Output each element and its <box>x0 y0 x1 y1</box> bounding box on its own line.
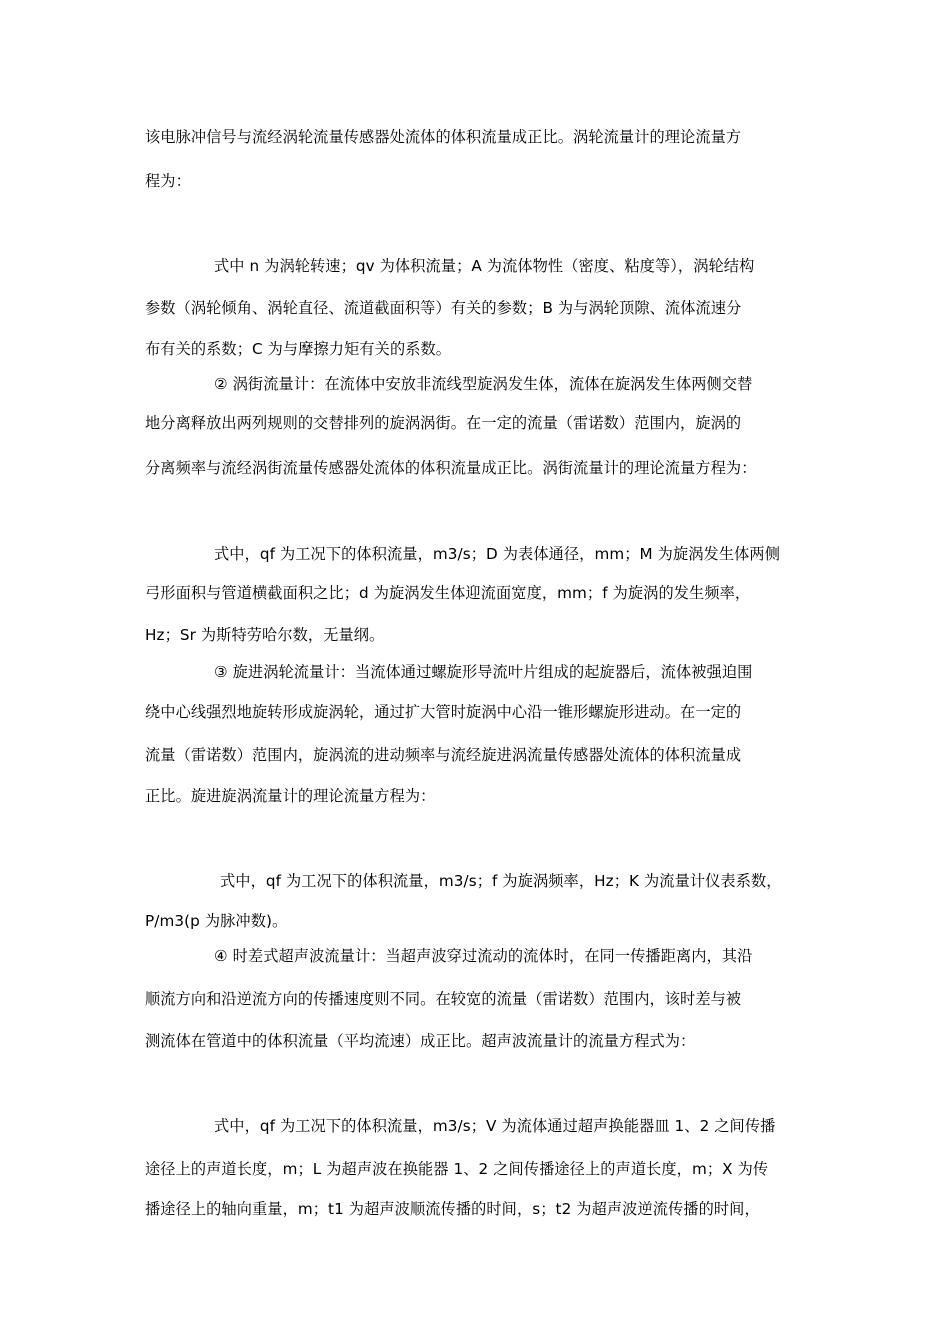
text-line-15: 正比。旋进旋涡流量计的理论流量方程为： <box>145 787 436 805</box>
text-line-22: 途径上的声道长度，m；L 为超声波在换能器 1、2 之间传播途径上的声道长度，m；X 为传 <box>145 1160 769 1178</box>
text-line-3: 式中 n 为涡轮转速；qv 为体积流量；A 为流体物性（密度、粘度等），涡轮结构 <box>214 257 755 275</box>
text-line-8: 分离频率与流经涡街流量传感器处流体的体积流量成正比。涡街流量计的理论流量方程为： <box>145 459 757 477</box>
text-line-16: 式中，qf 为工况下的体积流量，m3/s；f 为旋涡频率，Hz；K 为流量计仪表系数， <box>220 872 782 890</box>
text-line-5: 布有关的系数；C 为与摩擦力矩有关的系数。 <box>145 340 452 358</box>
text-line-1: 该电脉冲信号与流经涡轮流量传感器处流体的体积流量成正比。涡轮流量计的理论流量方 <box>145 128 742 146</box>
text-line-11: Hz；Sr 为斯特劳哈尔数，无量纲。 <box>145 626 385 644</box>
text-line-4: 参数（涡轮倾角、涡轮直径、流道截面积等）有关的参数；B 为与涡轮顶隙、流体流速分 <box>145 299 742 317</box>
text-line-19: 顺流方向和沿逆流方向的传播速度则不同。在较宽的流量（雷诺数）范围内，该时差与被 <box>145 990 742 1008</box>
text-line-6: ② 涡街流量计：在流体中安放非流线型旋涡发生体，流体在旋涡发生体两侧交替 <box>214 375 753 393</box>
text-line-10: 弓形面积与管道横截面积之比；d 为旋涡发生体迎流面宽度，mm；f 为旋涡的发生频率， <box>145 584 751 602</box>
text-line-18: ④ 时差式超声波流量计：当超声波穿过流动的流体时，在同一传播距离内，其沿 <box>214 947 753 965</box>
text-line-13: 绕中心线强烈地旋转形成旋涡轮，通过扩大管时旋涡中心沿一锥形螺旋形进动。在一定的 <box>145 703 742 721</box>
text-line-17: P/m3(p 为脉冲数)。 <box>145 912 288 930</box>
text-line-12: ③ 旋进涡轮流量计：当流体通过螺旋形导流叶片组成的起旋器后，流体被强迫围 <box>214 663 753 681</box>
text-line-9: 式中，qf 为工况下的体积流量，m3/s；D 为表体通径，mm；M 为旋涡发生体两侧 <box>214 545 780 563</box>
text-line-7: 地分离释放出两列规则的交替排列的旋涡涡街。在一定的流量（雷诺数）范围内，旋涡的 <box>145 414 742 432</box>
text-line-23: 播途径上的轴向重量，m；t1 为超声波顺流传播的时间，s；t2 为超声波逆流传播的时间， <box>145 1200 760 1218</box>
text-line-2: 程为： <box>145 172 191 190</box>
text-line-20: 测流体在管道中的体积流量（平均流速）成正比。超声波流量计的流量方程式为： <box>145 1032 696 1050</box>
text-line-21: 式中，qf 为工况下的体积流量，m3/s；V 为流体通过超声换能器皿 1、2 之间传播 <box>214 1117 776 1135</box>
text-line-14: 流量（雷诺数）范围内，旋涡流的进动频率与流经旋进涡流量传感器处流体的体积流量成 <box>145 746 742 764</box>
